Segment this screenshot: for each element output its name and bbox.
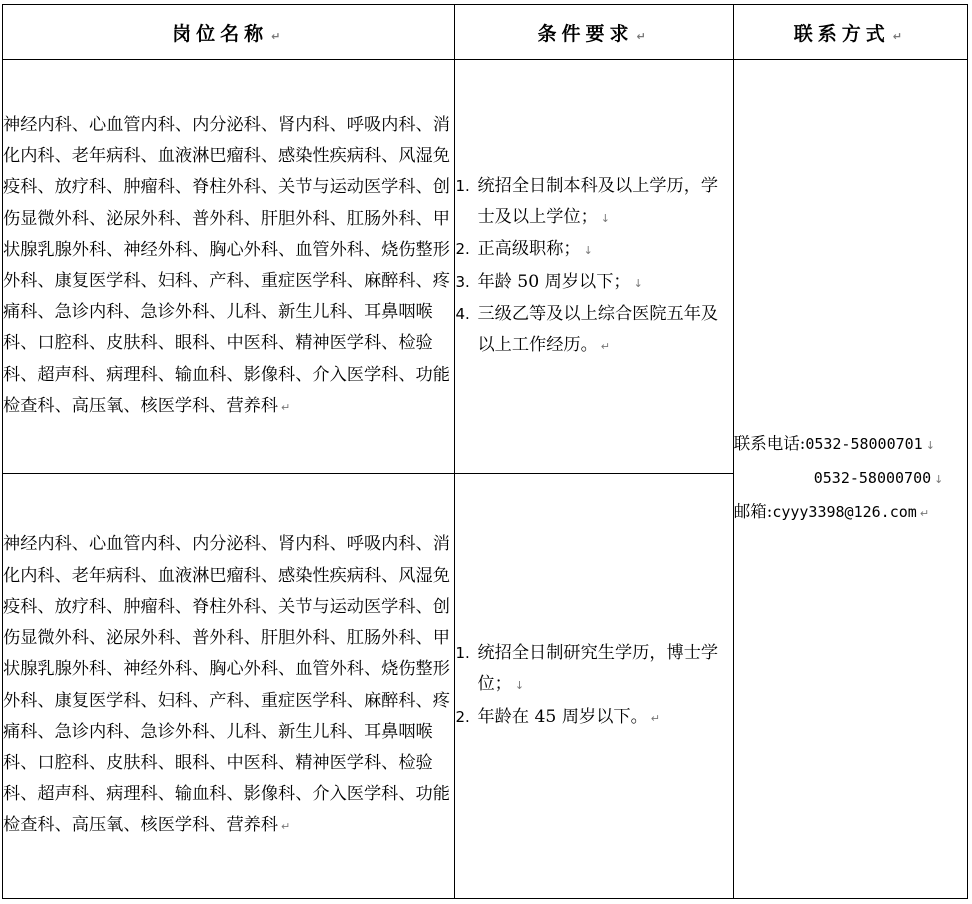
requirement-item: 1. 统招全日制本科及以上学历，学士及以上学位； ↓ (455, 175, 719, 228)
contact-email-line: 邮箱:cyyy3398@126.com ↵ (733, 502, 930, 521)
contact-email: cyyy3398@126.com (772, 503, 917, 521)
contact-phone-2: 0532-58000700 (813, 469, 932, 487)
recruitment-table (2, 4, 968, 899)
header-contact: 联系方式 ↵ (733, 5, 967, 60)
requirement-item: 2. 年龄在 45 周岁以下。 ↵ (455, 706, 660, 727)
positions-cell: 神经内科、心血管内科、内分泌科、肾内科、呼吸内科、消化内科、老年病科、血液淋巴瘤科、感染性疾病科、风湿免疫科、放疗科、肿瘤科、脊柱外科、关节与运动医学科、创伤显微外科、泌尿外科、普外科、肝胆外科、肛肠外科、甲状腺乳腺外科、神经外科、胸心外科、血管外科、烧伤整形外科、康复医学科、妇科、产科、重症医学科、麻醉科、疼痛科、急诊内科、急诊外科、儿科、新生儿科、耳鼻咽喉科、口腔科、皮肤科、眼科、中医科、精神医学科、检验科、超声科、病理科、输血科、影像科、介入医学科、功能检查科、高压氧、核医学科、营养科 ↵ (3, 474, 455, 899)
contact-phone-1: 0532-58000701 (805, 435, 923, 453)
contact-cell (733, 60, 967, 899)
positions-text: 神经内科、心血管内科、内分泌科、肾内科、呼吸内科、消化内科、老年病科、血液淋巴瘤科、感染性疾病科、风湿免疫科、放疗科、肿瘤科、脊柱外科、关节与运动医学科、创伤显微外科、泌尿外科、普外科、肝胆外科、肛肠外科、甲状腺乳腺外科、神经外科、胸心外科、血管外科、烧伤整形外科、康复医学科、妇科、产科、重症医学科、麻醉科、疼痛科、急诊内科、急诊外科、儿科、新生儿科、耳鼻咽喉科、口腔科、皮肤科、眼科、中医科、精神医学科、检验科、超声科、病理科、输血科、影像科、介入医学科、功能检查科、高压氧、核医学科、营养科 (3, 534, 450, 836)
requirements-cell (455, 474, 733, 899)
positions-text: 神经内科、心血管内科、内分泌科、肾内科、呼吸内科、消化内科、老年病科、血液淋巴瘤科、感染性疾病科、风湿免疫科、放疗科、肿瘤科、脊柱外科、关节与运动医学科、创伤显微外科、泌尿外科、普外科、肝胆外科、肛肠外科、甲状腺乳腺外科、神经外科、胸心外科、血管外科、烧伤整形外科、康复医学科、妇科、产科、重症医学科、麻醉科、疼痛科、急诊内科、急诊外科、儿科、新生儿科、耳鼻咽喉科、口腔科、皮肤科、眼科、中医科、精神医学科、检验科、超声科、病理科、输血科、影像科、介入医学科、功能检查科、高压氧、核医学科、营养科 (3, 114, 450, 416)
table-row (3, 60, 968, 474)
requirement-item: 4. 三级乙等及以上综合医院五年及以上工作经历。 ↵ (455, 303, 719, 355)
contact-phone-line-2: 0532-58000700 ↓ (813, 469, 944, 487)
requirements-cell (455, 60, 733, 474)
contact-phone-line: 联系电话:0532-58000701 ↓ (733, 434, 935, 453)
positions-cell: 神经内科、心血管内科、内分泌科、肾内科、呼吸内科、消化内科、老年病科、血液淋巴瘤科、感染性疾病科、风湿免疫科、放疗科、肿瘤科、脊柱外科、关节与运动医学科、创伤显微外科、泌尿外科、普外科、肝胆外科、肛肠外科、甲状腺乳腺外科、神经外科、胸心外科、血管外科、烧伤整形外科、康复医学科、妇科、产科、重症医学科、麻醉科、疼痛科、急诊内科、急诊外科、儿科、新生儿科、耳鼻咽喉科、口腔科、皮肤科、眼科、中医科、精神医学科、检验科、超声科、病理科、输血科、影像科、介入医学科、功能检查科、高压氧、核医学科、营养科 ↵ (3, 60, 455, 474)
header-requirements: 条件要求 ↵ (455, 5, 733, 60)
requirement-item: 3. 年龄 50 周岁以下； ↓ (455, 271, 643, 292)
requirement-item: 2. 正高级职称； ↓ (455, 239, 593, 260)
table-header-row (3, 5, 968, 60)
requirement-item: 1. 统招全日制研究生学历，博士学位； ↓ (455, 643, 719, 695)
header-position: 岗位名称 ↵ (3, 5, 455, 60)
